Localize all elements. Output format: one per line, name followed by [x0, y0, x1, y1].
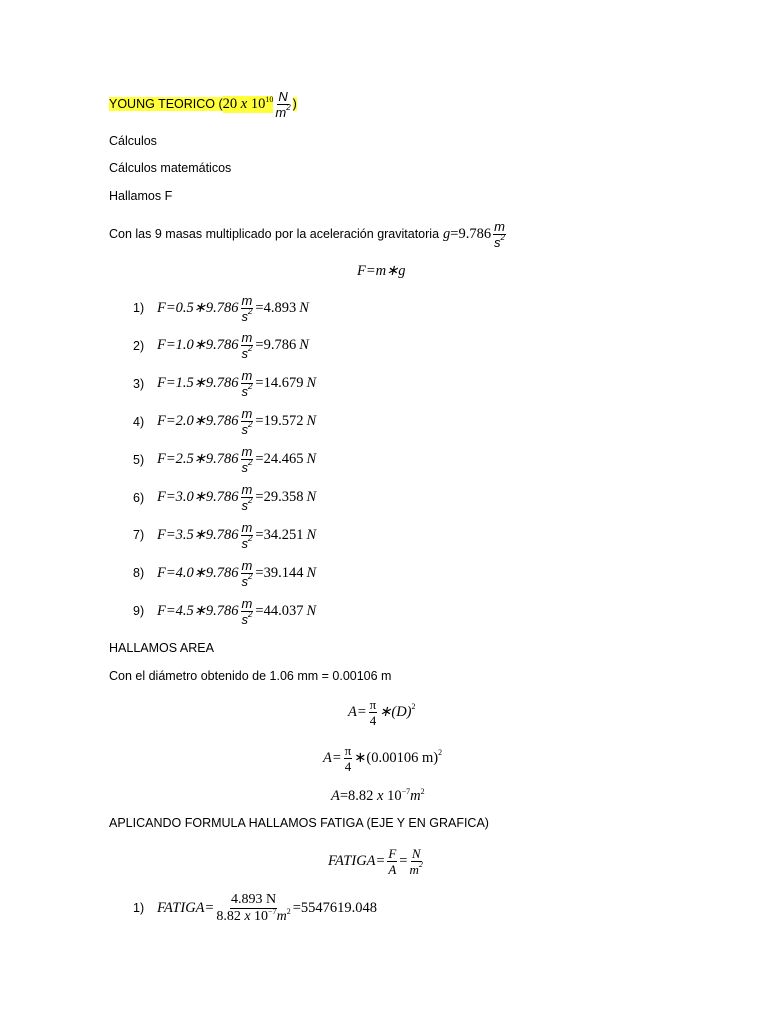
force-row-rhs: =24.465	[255, 451, 304, 468]
force-row-unit: N	[306, 489, 317, 505]
force-row-index: 3)	[133, 376, 145, 391]
force-row-unit: N	[306, 526, 317, 543]
force-row-index: 2)	[133, 338, 145, 353]
force-row-unit-fraction: $\frac{m}{s^2}$	[241, 557, 253, 589]
force-row-unit: N	[299, 337, 309, 354]
force-row-rhs: =39.144	[255, 564, 304, 581]
force-row-unit: N	[306, 564, 317, 581]
young-title-line	[109, 86, 297, 122]
young-unit-fraction: $\frac{N}{m^2}$	[275, 88, 291, 120]
force-row-unit-fraction: $\frac{m}{s^2}$	[241, 292, 253, 324]
force-row-unit: N	[306, 375, 317, 392]
force-row-unit: N	[306, 451, 317, 468]
force-row-rhs: =14.679	[255, 375, 304, 392]
force-row-rhs: =9.786	[255, 337, 297, 354]
force-row-lhs: F=4.5∗9.786	[157, 602, 239, 619]
force-row-rhs: =19.572	[255, 413, 304, 430]
force-row-lhs: F=2.0∗9.786	[157, 413, 239, 430]
line-hallamos-f: Hallamos F	[109, 189, 173, 203]
force-row-rhs: =44.037	[255, 602, 304, 619]
diametro-sentence: Con el diámetro obtenido de 1.06 mm = 0.00106 m	[109, 669, 392, 683]
fatiga-row-1: 1) FATIGA= $\frac{4.893 N}{8.82 x 10^{-7}m^2}$ =5547619.048	[133, 891, 377, 924]
line-calculos-matematicos: Cálculos matemáticos	[109, 161, 232, 175]
force-row-index: 4)	[133, 414, 145, 429]
force-row-lhs: F=4.0∗9.786	[157, 564, 239, 581]
force-row-lhs: F=0.5∗9.786	[157, 299, 239, 316]
force-row-lhs: F=1.5∗9.786	[157, 375, 239, 392]
fatiga-formula: FATIGA= $\frac{F}{A}$ = $\frac{N}{m^2}$	[328, 845, 423, 877]
force-row-index: 1)	[133, 301, 145, 315]
young-value: 20 x $10^{10}$	[222, 94, 274, 112]
force-row	[133, 442, 316, 478]
force-row-unit-fraction: $\frac{m}{s^2}$	[241, 406, 253, 438]
force-row-unit-fraction: $\frac{m}{s^2}$	[241, 482, 253, 513]
hallamos-area: HALLAMOS AREA	[109, 641, 214, 655]
force-row-unit-fraction: $\frac{m}{s^2}$	[241, 368, 253, 400]
force-row-unit: N	[306, 413, 317, 430]
young-title-label: YOUNG TEORICO (	[109, 97, 223, 111]
force-row	[133, 366, 316, 402]
force-row-lhs: F=2.5∗9.786	[157, 451, 239, 468]
masses-sentence: Con las 9 masas multiplicado por la aceleración gravitatoria	[109, 227, 440, 241]
area-formula-1: A= $\frac{\pi}{4}$ $∗(D)^2$	[348, 696, 416, 728]
force-row-lhs: F=3.0∗9.786	[157, 489, 239, 505]
young-close-paren: )	[292, 97, 297, 111]
force-row-unit-fraction: $\frac{m}{s^2}$	[241, 595, 253, 627]
force-row-unit: N	[299, 299, 309, 316]
line-calculos: Cálculos	[109, 134, 157, 148]
force-row	[133, 480, 316, 516]
formula-f-mg: F=m∗g	[357, 263, 406, 279]
fatiga-row-1-fraction: $\frac{4.893 N}{8.82 x 10^{-7}m^2}$	[216, 891, 291, 924]
force-row	[133, 517, 316, 553]
force-row-unit-fraction: $\frac{m}{s^2}$	[241, 519, 253, 551]
force-row	[133, 290, 309, 326]
force-row-rhs: =29.358	[255, 489, 304, 505]
area-result: A=8.82 x $10^{-7}m^2$	[331, 787, 425, 804]
force-row	[133, 593, 316, 629]
area-formula-2: A= $\frac{\pi}{4}$ ∗(0.00106 m)$^2$	[323, 742, 443, 774]
g-unit-fraction: $\frac{m}{s^2}$	[494, 218, 505, 250]
force-row-index: 9)	[133, 604, 145, 619]
force-row-index: 5)	[133, 452, 145, 467]
force-row-index: 6)	[133, 490, 145, 505]
force-row	[133, 555, 316, 591]
force-row-unit: N	[306, 602, 317, 619]
force-row-index: 8)	[133, 566, 145, 581]
g-equation: g=9.786	[443, 225, 492, 242]
force-row-rhs: =4.893	[255, 299, 297, 316]
force-row-lhs: F=1.0∗9.786	[157, 337, 239, 354]
force-row-index: 7)	[133, 528, 145, 543]
force-row	[133, 404, 316, 440]
force-row-unit-fraction: $\frac{m}{s^2}$	[241, 330, 253, 362]
force-row-unit-fraction: $\frac{m}{s^2}$	[241, 444, 253, 476]
force-row	[133, 328, 309, 364]
aplicando-formula: APLICANDO FORMULA HALLAMOS FATIGA (EJE Y EN GRAFICA)	[109, 816, 489, 830]
masses-line	[109, 216, 508, 252]
force-row-lhs: F=3.5∗9.786	[157, 526, 239, 543]
force-row-rhs: =34.251	[255, 526, 304, 543]
